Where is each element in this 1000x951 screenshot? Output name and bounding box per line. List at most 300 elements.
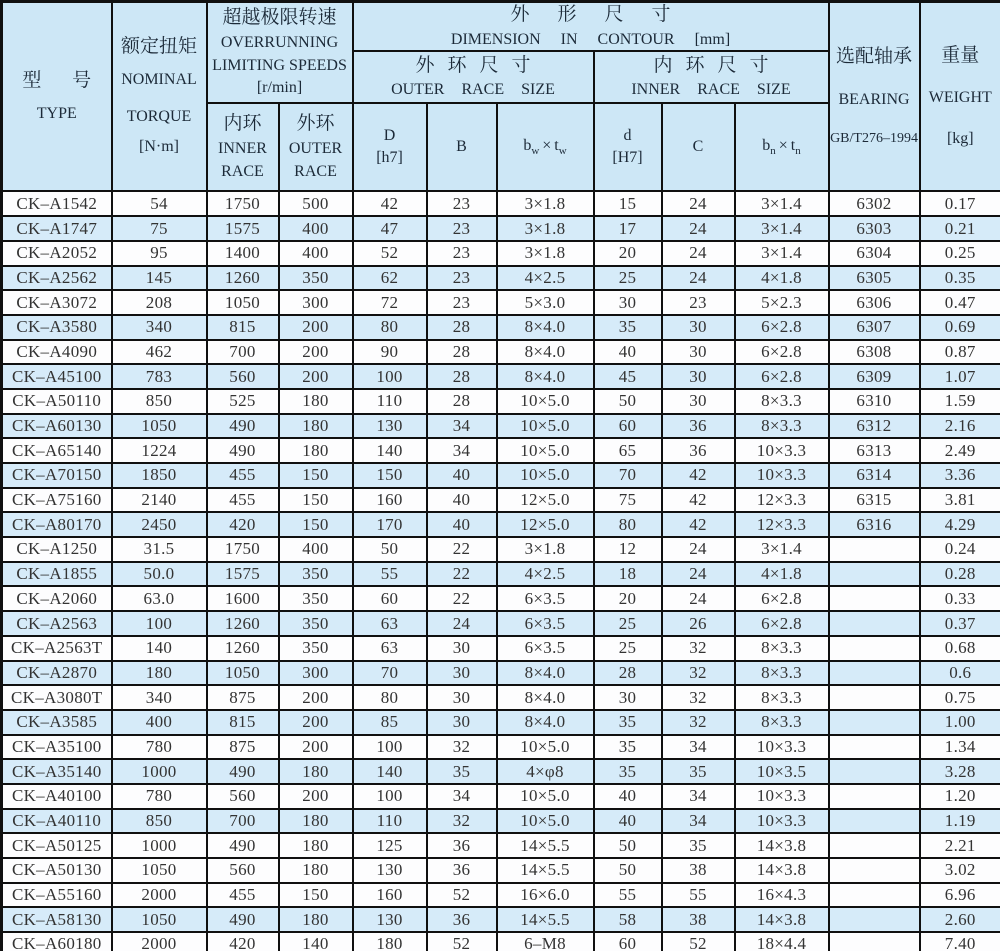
header-dimension-zh: 外形尺寸 xyxy=(510,4,699,25)
cell-bn_tn: 16×4.3 xyxy=(735,883,829,908)
cell-torque: 780 xyxy=(112,784,207,809)
cell-bn_tn: 4×1.8 xyxy=(735,266,829,291)
cell-C: 42 xyxy=(662,463,735,488)
cell-bn_tn: 4×1.8 xyxy=(735,562,829,587)
cell-bearing: 6315 xyxy=(829,488,920,513)
header-inner-race-size xyxy=(594,51,829,103)
table-row xyxy=(2,414,1000,439)
cell-bn_tn: 12×3.3 xyxy=(735,488,829,513)
cell-C: 34 xyxy=(662,735,735,760)
header-type-zh: 型 号 xyxy=(22,70,105,91)
header-col-bn-tn: $b_n \times t_n$ xyxy=(735,103,829,191)
cell-torque: 95 xyxy=(112,241,207,266)
cell-bw_tw: 14×5.5 xyxy=(497,907,594,932)
cell-d: 30 xyxy=(594,685,662,710)
cell-B: 35 xyxy=(427,759,497,784)
cell-torque: 54 xyxy=(112,191,207,216)
cell-torque: 780 xyxy=(112,735,207,760)
cell-type: CK–A1542 xyxy=(2,191,112,216)
header-weight-unit: [kg] xyxy=(946,130,974,148)
cell-C: 23 xyxy=(662,290,735,315)
cell-weight: 2.16 xyxy=(920,414,1000,439)
cell-D: 80 xyxy=(353,685,427,710)
table-row xyxy=(2,784,1000,809)
cell-weight: 3.81 xyxy=(920,488,1000,513)
cell-d: 40 xyxy=(594,784,662,809)
cell-B: 40 xyxy=(427,512,497,537)
cell-inner_speed: 875 xyxy=(207,735,279,760)
cell-weight: 2.60 xyxy=(920,907,1000,932)
cell-d: 58 xyxy=(594,907,662,932)
header-col-d: d [H7] xyxy=(594,103,662,191)
header-overrunning-speeds xyxy=(207,2,353,104)
cell-type: CK–A1250 xyxy=(2,537,112,562)
cell-bn_tn: 3×1.4 xyxy=(735,241,829,266)
header-torque-zh: 额定扭矩 xyxy=(120,36,197,58)
cell-weight: 1.34 xyxy=(920,735,1000,760)
cell-bw_tw: 3×1.8 xyxy=(497,216,594,241)
cell-bn_tn: 10×3.3 xyxy=(735,735,829,760)
cell-C: 26 xyxy=(662,611,735,636)
cell-inner_speed: 1400 xyxy=(207,241,279,266)
cell-d: 35 xyxy=(594,735,662,760)
cell-weight: 0.37 xyxy=(920,611,1000,636)
cell-torque: 783 xyxy=(112,364,207,389)
cell-d: 75 xyxy=(594,488,662,513)
cell-bearing xyxy=(829,636,920,661)
cell-d: 45 xyxy=(594,364,662,389)
cell-C: 32 xyxy=(662,710,735,735)
cell-bn_tn: 3×1.4 xyxy=(735,216,829,241)
cell-weight: 0.68 xyxy=(920,636,1000,661)
cell-bw_tw: 10×5.0 xyxy=(497,414,594,439)
header-speeds-zh: 超越极限转速 xyxy=(222,7,337,29)
cell-torque: 462 xyxy=(112,340,207,365)
cell-weight: 0.87 xyxy=(920,340,1000,365)
cell-type: CK–A55160 xyxy=(2,883,112,908)
cell-B: 30 xyxy=(427,661,497,686)
cell-D: 63 xyxy=(353,611,427,636)
table-row xyxy=(2,191,1000,216)
table-row xyxy=(2,883,1000,908)
cell-bn_tn: 14×3.8 xyxy=(735,858,829,883)
cell-bw_tw: 3×1.8 xyxy=(497,537,594,562)
cell-d: 25 xyxy=(594,636,662,661)
cell-torque: 2000 xyxy=(112,883,207,908)
cell-bearing xyxy=(829,562,920,587)
cell-B: 36 xyxy=(427,833,497,858)
cell-weight: 0.28 xyxy=(920,562,1000,587)
cell-weight: 0.21 xyxy=(920,216,1000,241)
cell-d: 50 xyxy=(594,858,662,883)
cell-weight: 0.35 xyxy=(920,266,1000,291)
cell-bw_tw: 10×5.0 xyxy=(497,438,594,463)
cell-C: 35 xyxy=(662,759,735,784)
cell-type: CK–A2060 xyxy=(2,586,112,611)
cell-torque: 75 xyxy=(112,216,207,241)
table-row xyxy=(2,340,1000,365)
cell-B: 40 xyxy=(427,488,497,513)
cell-C: 32 xyxy=(662,661,735,686)
cell-inner_speed: 490 xyxy=(207,438,279,463)
header-torque-en2: TORQUE xyxy=(126,107,192,125)
cell-bn_tn: 6×2.8 xyxy=(735,340,829,365)
table-row xyxy=(2,661,1000,686)
cell-outer_speed: 150 xyxy=(279,463,353,488)
cell-D: 125 xyxy=(353,833,427,858)
cell-type: CK–A4090 xyxy=(2,340,112,365)
cell-d: 18 xyxy=(594,562,662,587)
cell-torque: 63.0 xyxy=(112,586,207,611)
cell-d: 65 xyxy=(594,438,662,463)
cell-bw_tw: 10×5.0 xyxy=(497,463,594,488)
cell-B: 22 xyxy=(427,562,497,587)
cell-outer_speed: 200 xyxy=(279,735,353,760)
cell-inner_speed: 455 xyxy=(207,463,279,488)
cell-outer_speed: 350 xyxy=(279,611,353,636)
cell-B: 40 xyxy=(427,463,497,488)
cell-weight: 0.17 xyxy=(920,191,1000,216)
cell-bearing xyxy=(829,586,920,611)
table-row xyxy=(2,315,1000,340)
cell-bn_tn: 14×3.8 xyxy=(735,907,829,932)
header-dimension-unit: [mm] xyxy=(694,30,731,48)
cell-bw_tw: 14×5.5 xyxy=(497,833,594,858)
cell-inner_speed: 700 xyxy=(207,340,279,365)
cell-outer_speed: 180 xyxy=(279,389,353,414)
cell-inner_speed: 525 xyxy=(207,389,279,414)
cell-bearing xyxy=(829,661,920,686)
cell-inner_speed: 815 xyxy=(207,315,279,340)
cell-D: 72 xyxy=(353,290,427,315)
cell-d: 50 xyxy=(594,833,662,858)
table-row xyxy=(2,216,1000,241)
cell-outer_speed: 200 xyxy=(279,784,353,809)
cell-bw_tw: 10×5.0 xyxy=(497,784,594,809)
cell-D: 63 xyxy=(353,636,427,661)
cell-inner_speed: 1575 xyxy=(207,216,279,241)
cell-B: 32 xyxy=(427,809,497,834)
cell-bw_tw: 6–M8 xyxy=(497,932,594,951)
cell-inner_speed: 1600 xyxy=(207,586,279,611)
cell-outer_speed: 180 xyxy=(279,809,353,834)
header-col-bw-tw: $b_w \times t_w$ xyxy=(497,103,594,191)
cell-inner_speed: 420 xyxy=(207,932,279,951)
table-row xyxy=(2,537,1000,562)
cell-inner_speed: 1575 xyxy=(207,562,279,587)
cell-d: 20 xyxy=(594,241,662,266)
cell-type: CK–A3580 xyxy=(2,315,112,340)
cell-inner_speed: 875 xyxy=(207,685,279,710)
cell-inner_speed: 1260 xyxy=(207,636,279,661)
cell-C: 42 xyxy=(662,512,735,537)
cell-torque: 1000 xyxy=(112,833,207,858)
cell-d: 55 xyxy=(594,883,662,908)
cell-bw_tw: 6×3.5 xyxy=(497,611,594,636)
cell-bn_tn: 10×3.3 xyxy=(735,463,829,488)
cell-bw_tw: 8×4.0 xyxy=(497,661,594,686)
cell-bn_tn: 8×3.3 xyxy=(735,685,829,710)
cell-D: 60 xyxy=(353,586,427,611)
cell-torque: 1050 xyxy=(112,414,207,439)
cell-B: 28 xyxy=(427,364,497,389)
cell-bw_tw: 8×4.0 xyxy=(497,315,594,340)
cell-torque: 180 xyxy=(112,661,207,686)
cell-outer_speed: 400 xyxy=(279,216,353,241)
cell-bearing: 6307 xyxy=(829,315,920,340)
cell-D: 47 xyxy=(353,216,427,241)
cell-bn_tn: 5×2.3 xyxy=(735,290,829,315)
cell-bn_tn: 10×3.3 xyxy=(735,784,829,809)
cell-B: 34 xyxy=(427,784,497,809)
cell-C: 34 xyxy=(662,809,735,834)
cell-type: CK–A60130 xyxy=(2,414,112,439)
cell-D: 62 xyxy=(353,266,427,291)
cell-weight: 0.6 xyxy=(920,661,1000,686)
cell-d: 20 xyxy=(594,586,662,611)
cell-bearing xyxy=(829,710,920,735)
cell-bw_tw: 4×φ8 xyxy=(497,759,594,784)
cell-bw_tw: 10×5.0 xyxy=(497,389,594,414)
cell-inner_speed: 1750 xyxy=(207,537,279,562)
header-bearing-en: BEARING xyxy=(838,90,910,108)
cell-C: 32 xyxy=(662,636,735,661)
table-row xyxy=(2,833,1000,858)
cell-bearing: 6312 xyxy=(829,414,920,439)
header-col-B: B xyxy=(427,103,497,191)
header-torque-en1: NOMINAL xyxy=(121,70,197,88)
cell-torque: 31.5 xyxy=(112,537,207,562)
cell-bn_tn: 3×1.4 xyxy=(735,537,829,562)
header-outer-size-zh: 外环尺寸 xyxy=(415,54,544,76)
cell-bearing xyxy=(829,611,920,636)
cell-weight: 0.25 xyxy=(920,241,1000,266)
table-row xyxy=(2,907,1000,932)
cell-outer_speed: 200 xyxy=(279,364,353,389)
cell-outer_speed: 180 xyxy=(279,858,353,883)
cell-type: CK–A50125 xyxy=(2,833,112,858)
cell-bw_tw: 4×2.5 xyxy=(497,562,594,587)
cell-bn_tn: 6×2.8 xyxy=(735,315,829,340)
table-row xyxy=(2,636,1000,661)
cell-outer_speed: 350 xyxy=(279,586,353,611)
cell-C: 24 xyxy=(662,562,735,587)
cell-d: 25 xyxy=(594,266,662,291)
cell-outer_speed: 350 xyxy=(279,562,353,587)
cell-torque: 208 xyxy=(112,290,207,315)
cell-bearing: 6313 xyxy=(829,438,920,463)
header-speeds-en1: OVERRUNNING xyxy=(220,33,339,51)
cell-d: 30 xyxy=(594,290,662,315)
cell-D: 80 xyxy=(353,315,427,340)
header-inner-size-zh: 内环尺寸 xyxy=(653,54,782,76)
cell-weight: 0.47 xyxy=(920,290,1000,315)
cell-bn_tn: 10×3.5 xyxy=(735,759,829,784)
table-row xyxy=(2,364,1000,389)
cell-bw_tw: 14×5.5 xyxy=(497,858,594,883)
header-outer-size-en: OUTER RACE SIZE xyxy=(391,81,555,99)
cell-B: 22 xyxy=(427,586,497,611)
cell-bn_tn: 3×1.4 xyxy=(735,191,829,216)
header-dimension-contour xyxy=(353,2,829,52)
table-row xyxy=(2,512,1000,537)
cell-torque: 2000 xyxy=(112,932,207,951)
cell-B: 24 xyxy=(427,611,497,636)
table-row xyxy=(2,586,1000,611)
cell-C: 30 xyxy=(662,364,735,389)
header-speed-outer-race: 外环 OUTER RACE xyxy=(279,103,353,191)
cell-B: 22 xyxy=(427,537,497,562)
cell-bearing xyxy=(829,735,920,760)
cell-C: 34 xyxy=(662,784,735,809)
cell-weight: 0.24 xyxy=(920,537,1000,562)
cell-C: 24 xyxy=(662,216,735,241)
cell-outer_speed: 350 xyxy=(279,636,353,661)
cell-bearing: 6309 xyxy=(829,364,920,389)
cell-bw_tw: 8×4.0 xyxy=(497,364,594,389)
cell-d: 50 xyxy=(594,389,662,414)
cell-bearing xyxy=(829,883,920,908)
cell-inner_speed: 420 xyxy=(207,512,279,537)
cell-bn_tn: 10×3.3 xyxy=(735,438,829,463)
cell-C: 36 xyxy=(662,438,735,463)
cell-B: 28 xyxy=(427,340,497,365)
cell-outer_speed: 150 xyxy=(279,883,353,908)
cell-bn_tn: 8×3.3 xyxy=(735,389,829,414)
cell-D: 100 xyxy=(353,735,427,760)
cell-bn_tn: 8×3.3 xyxy=(735,710,829,735)
cell-outer_speed: 150 xyxy=(279,488,353,513)
cell-type: CK–A2562 xyxy=(2,266,112,291)
cell-outer_speed: 180 xyxy=(279,833,353,858)
cell-D: 55 xyxy=(353,562,427,587)
cell-torque: 140 xyxy=(112,636,207,661)
table-row xyxy=(2,290,1000,315)
header-speed-inner-race: 内环 INNER RACE xyxy=(207,103,279,191)
header-type-en: TYPE xyxy=(36,104,77,122)
cell-D: 140 xyxy=(353,759,427,784)
cell-bearing: 6310 xyxy=(829,389,920,414)
cell-B: 30 xyxy=(427,710,497,735)
cell-D: 100 xyxy=(353,784,427,809)
header-nominal-torque xyxy=(112,2,207,192)
table-row xyxy=(2,438,1000,463)
cell-B: 23 xyxy=(427,241,497,266)
header-speeds-unit: [r/min] xyxy=(256,79,303,97)
cell-torque: 1224 xyxy=(112,438,207,463)
cell-weight: 1.59 xyxy=(920,389,1000,414)
cell-torque: 100 xyxy=(112,611,207,636)
cell-inner_speed: 490 xyxy=(207,414,279,439)
cell-C: 24 xyxy=(662,266,735,291)
cell-B: 36 xyxy=(427,858,497,883)
cell-inner_speed: 490 xyxy=(207,759,279,784)
cell-D: 140 xyxy=(353,438,427,463)
cell-d: 40 xyxy=(594,809,662,834)
table-row xyxy=(2,710,1000,735)
cell-C: 30 xyxy=(662,315,735,340)
cell-weight: 1.00 xyxy=(920,710,1000,735)
cell-C: 24 xyxy=(662,191,735,216)
cell-d: 60 xyxy=(594,932,662,951)
cell-weight: 3.02 xyxy=(920,858,1000,883)
cell-C: 55 xyxy=(662,883,735,908)
cell-weight: 0.69 xyxy=(920,315,1000,340)
cell-torque: 50.0 xyxy=(112,562,207,587)
cell-outer_speed: 400 xyxy=(279,537,353,562)
cell-bearing xyxy=(829,759,920,784)
cell-outer_speed: 200 xyxy=(279,340,353,365)
cell-D: 170 xyxy=(353,512,427,537)
cell-type: CK–A80170 xyxy=(2,512,112,537)
cell-weight: 0.33 xyxy=(920,586,1000,611)
cell-outer_speed: 200 xyxy=(279,685,353,710)
table-row xyxy=(2,735,1000,760)
cell-type: CK–A1747 xyxy=(2,216,112,241)
cell-d: 60 xyxy=(594,414,662,439)
table-row xyxy=(2,266,1000,291)
table-row xyxy=(2,241,1000,266)
cell-bn_tn: 14×3.8 xyxy=(735,833,829,858)
cell-type: CK–A3080T xyxy=(2,685,112,710)
cell-outer_speed: 200 xyxy=(279,315,353,340)
cell-type: CK–A58130 xyxy=(2,907,112,932)
cell-bw_tw: 10×5.0 xyxy=(497,809,594,834)
cell-bearing xyxy=(829,784,920,809)
cell-D: 160 xyxy=(353,488,427,513)
cell-weight: 3.28 xyxy=(920,759,1000,784)
cell-D: 70 xyxy=(353,661,427,686)
table-body xyxy=(2,191,1000,951)
cell-D: 42 xyxy=(353,191,427,216)
cell-B: 28 xyxy=(427,315,497,340)
cell-outer_speed: 400 xyxy=(279,241,353,266)
cell-bn_tn: 6×2.8 xyxy=(735,586,829,611)
cell-d: 15 xyxy=(594,191,662,216)
cell-outer_speed: 180 xyxy=(279,759,353,784)
cell-D: 110 xyxy=(353,389,427,414)
cell-bw_tw: 6×3.5 xyxy=(497,586,594,611)
cell-B: 52 xyxy=(427,883,497,908)
cell-weight: 0.75 xyxy=(920,685,1000,710)
cell-outer_speed: 300 xyxy=(279,661,353,686)
cell-outer_speed: 140 xyxy=(279,932,353,951)
cell-weight: 2.49 xyxy=(920,438,1000,463)
cell-B: 28 xyxy=(427,389,497,414)
table-row xyxy=(2,685,1000,710)
cell-type: CK–A2563T xyxy=(2,636,112,661)
header-type xyxy=(2,2,112,192)
header-weight-zh: 重量 xyxy=(941,44,980,66)
cell-bw_tw: 4×2.5 xyxy=(497,266,594,291)
cell-d: 17 xyxy=(594,216,662,241)
cell-weight: 1.07 xyxy=(920,364,1000,389)
cell-B: 36 xyxy=(427,907,497,932)
cell-type: CK–A2052 xyxy=(2,241,112,266)
header-speeds-en2: LIMITING SPEEDS xyxy=(212,56,347,74)
cell-bn_tn: 12×3.3 xyxy=(735,512,829,537)
cell-bn_tn: 8×3.3 xyxy=(735,661,829,686)
cell-D: 130 xyxy=(353,414,427,439)
cell-weight: 7.40 xyxy=(920,932,1000,951)
cell-weight: 4.29 xyxy=(920,512,1000,537)
cell-bw_tw: 3×1.8 xyxy=(497,191,594,216)
cell-D: 50 xyxy=(353,537,427,562)
header-inner-size-en: INNER RACE SIZE xyxy=(631,81,791,99)
cell-torque: 1050 xyxy=(112,907,207,932)
cell-type: CK–A35140 xyxy=(2,759,112,784)
cell-torque: 340 xyxy=(112,315,207,340)
